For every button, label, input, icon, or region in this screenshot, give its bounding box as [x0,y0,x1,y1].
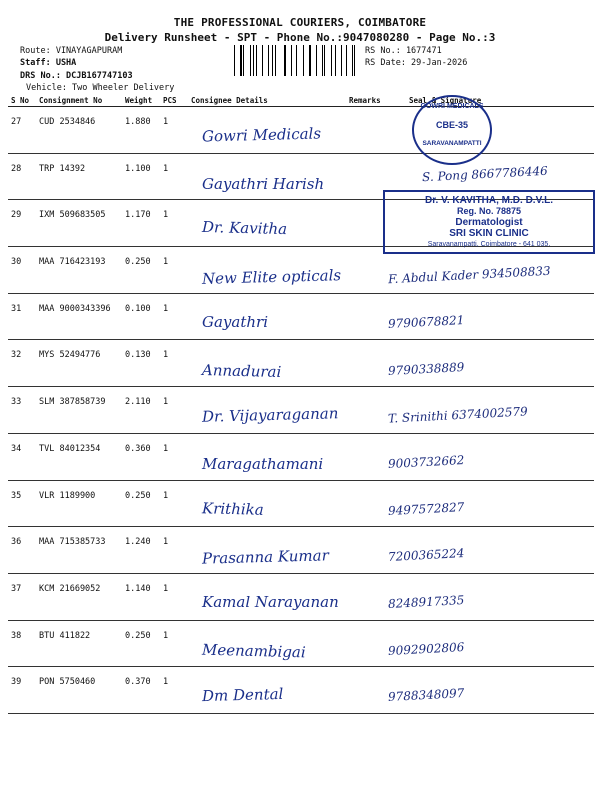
seal-bottom-text: SARAVANAMPATTI [422,140,482,147]
runsheet-title: THE PROFESSIONAL COURIERS, COIMBATORE [173,16,427,29]
row-weight: 1.880 [122,107,160,154]
handwritten-consignee: Annadurai [201,360,282,381]
row-consignment: PON 5750460 [36,667,122,714]
table-row [8,480,594,527]
row-weight: 2.110 [122,387,160,434]
row-weight: 0.100 [122,293,160,340]
col-weight: Weight [122,95,160,107]
runsheet-subtitle: Delivery Runsheet - SPT - Phone No.:9047080280 - Page No.:3 [104,31,496,44]
row-sno: 33 [8,387,36,434]
route-label: Route: VINAYAGAPURAM [20,46,123,56]
row-sno: 38 [8,620,36,667]
row-weight: 0.250 [122,480,160,527]
handwritten-signature: 9790338889 [387,359,465,378]
row-consignment: IXM 509683505 [36,200,122,247]
row-sno: 27 [8,107,36,154]
row-pcs: 1 [160,293,188,340]
col-consignee: Consignee Details [188,95,346,107]
row-weight: 0.250 [122,247,160,294]
handwritten-consignee: Dr. Kavitha [201,218,288,239]
row-pcs: 1 [160,200,188,247]
row-pcs: 1 [160,433,188,480]
handwritten-signature: 9003732662 [387,452,465,471]
row-consignment: MYS 52494776 [36,340,122,387]
handwritten-consignee: Gowri Medicals [201,124,322,146]
row-sno: 32 [8,340,36,387]
row-sno: 30 [8,247,36,294]
stamp-line1: Dr. V. KAVITHA, M.D. D.V.L. [425,195,553,206]
handwritten-consignee: Prasanna Kumar [201,546,329,568]
handwritten-consignee: Dm Dental [201,685,284,706]
vehicle-label: Vehicle: Two Wheeler Delivery [26,83,175,93]
col-consignment: Consignment No [36,95,122,107]
row-consignment: VLR 1189900 [36,480,122,527]
row-consignment: SLM 387858739 [36,387,122,434]
row-pcs: 1 [160,620,188,667]
table-header-row [8,95,594,107]
col-sno: S No [8,95,36,107]
handwritten-signature: 8248917335 [387,593,465,611]
row-weight: 1.170 [122,200,160,247]
row-consignment: TVL 84012354 [36,433,122,480]
row-remarks-cell [346,107,406,154]
row-sno: 29 [8,200,36,247]
doctor-stamp [383,190,595,254]
row-sno: 31 [8,293,36,340]
col-seal: Seal & Signature [406,95,594,107]
staff-label: Staff: USHA [20,58,77,68]
handwritten-consignee: Dr. Vijayaraganan [201,404,339,426]
row-weight: 1.100 [122,153,160,200]
handwritten-consignee: Gayathri Harish [202,174,325,193]
row-pcs: 1 [160,573,188,620]
barcode [234,45,359,76]
handwritten-signature: S. Pong 8667786446 [421,163,549,184]
handwritten-consignee: Maragathamani [202,454,324,473]
stamp-line3: Dermatologist [455,217,523,228]
row-sno: 35 [8,480,36,527]
row-remarks-cell [346,387,406,434]
stamp-line4: SRI SKIN CLINIC [449,228,529,239]
table-row [8,340,594,387]
row-sno: 28 [8,153,36,200]
handwritten-consignee: Meenambigai [201,640,306,662]
table-row [8,293,594,340]
stamp-line5: Saravanampatti, Coimbatore - 641 035. [427,241,551,248]
col-remarks: Remarks [346,95,406,107]
row-weight: 0.130 [122,340,160,387]
row-sno: 37 [8,573,36,620]
seal-top-text: GOWRI MEDICALS [420,103,484,110]
row-pcs: 1 [160,387,188,434]
handwritten-signature: 9092902806 [387,639,465,658]
handwritten-consignee: Gayathri [202,312,268,331]
handwritten-consignee: Krithika [201,498,264,519]
seal-code: CBE-35 [435,120,468,130]
row-consignment: MAA 716423193 [36,247,122,294]
row-weight: 0.250 [122,620,160,667]
handwritten-signature: 7200365224 [387,546,465,565]
row-sno: 39 [8,667,36,714]
row-consignment: TRP 14392 [36,153,122,200]
handwritten-signature: 9788348097 [387,686,465,705]
row-pcs: 1 [160,667,188,714]
row-consignment: CUD 2534846 [36,107,122,154]
row-sno: 34 [8,433,36,480]
row-weight: 1.140 [122,573,160,620]
row-weight: 0.360 [122,433,160,480]
row-pcs: 1 [160,480,188,527]
handwritten-signature: 9790678821 [387,312,465,331]
row-pcs: 1 [160,247,188,294]
row-weight: 0.370 [122,667,160,714]
handwritten-signature: T. Srinithi 6374002579 [387,404,529,426]
row-sno: 36 [8,527,36,574]
row-consignment: BTU 411822 [36,620,122,667]
stamp-line2: Reg. No. 78875 [456,206,522,216]
row-consignment: MAA 715385733 [36,527,122,574]
handwritten-signature: 9497572827 [387,499,465,518]
row-consignment: KCM 21669052 [36,573,122,620]
row-pcs: 1 [160,340,188,387]
row-weight: 1.240 [122,527,160,574]
handwritten-signature: F. Abdul Kader 934508833 [387,263,551,287]
row-consignment: MAA 9000343396 [36,293,122,340]
handwritten-consignee: New Elite opticals [201,266,342,288]
drs-number: DRS No.: DCJB167747103 [20,71,133,81]
col-pcs: PCS [160,95,188,107]
rs-date: RS Date: 29-Jan-2026 [365,58,468,68]
rs-number: RS No.: 1677471 [365,46,442,56]
handwritten-consignee: Kamal Narayanan [202,593,339,611]
row-pcs: 1 [160,107,188,154]
row-pcs: 1 [160,527,188,574]
table-row [8,667,594,714]
row-pcs: 1 [160,153,188,200]
gowri-medicals-seal [412,95,492,165]
